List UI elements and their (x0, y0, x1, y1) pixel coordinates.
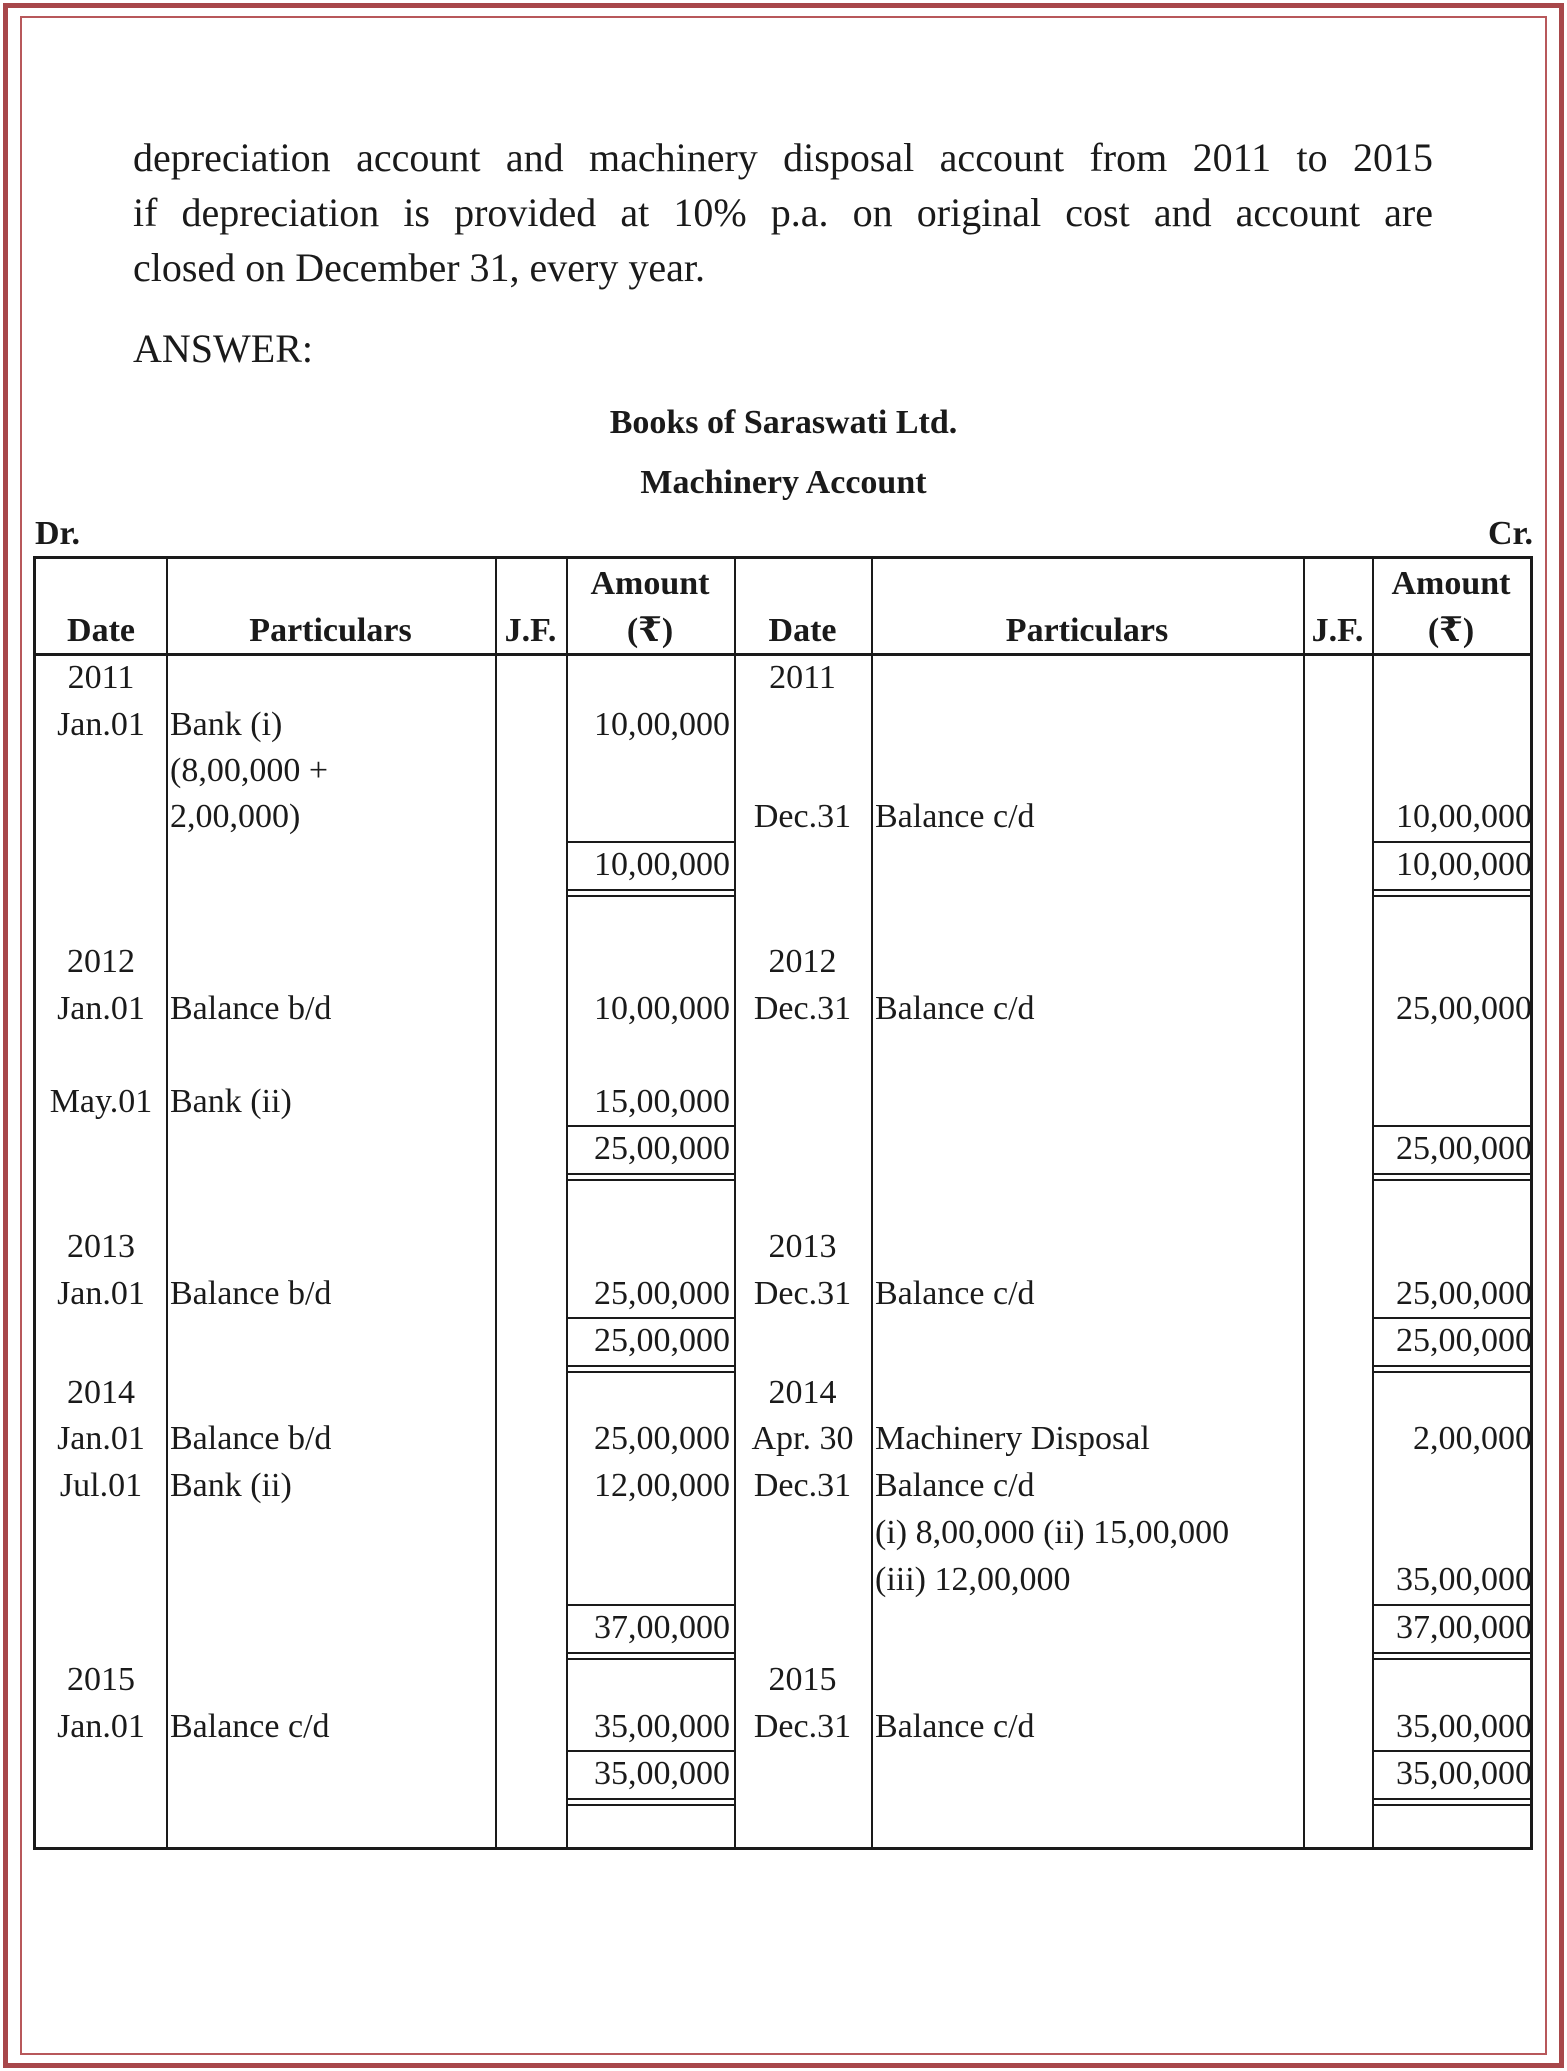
credit-particulars-note: (i) 8,00,000 (ii) 15,00,000 (875, 1514, 1230, 1551)
debit-particulars: Balance b/d (170, 1420, 332, 1457)
debit-particulars: Bank (ii) (170, 1083, 292, 1120)
machinery-ledger (33, 556, 1533, 1850)
answer-label: ANSWER: (133, 326, 313, 371)
header-date-debit: Date (67, 612, 135, 649)
debit-year: 2013 (67, 1228, 135, 1265)
debit-amount: 25,00,000 (594, 1275, 730, 1312)
credit-amount: 35,00,000 (1396, 1561, 1532, 1598)
debit-total: 10,00,000 (594, 846, 730, 883)
debit-double-rule (566, 1798, 734, 1806)
header-amount-debit: Amount (590, 565, 710, 602)
debit-double-rule (566, 889, 734, 897)
debit-label: Dr. (35, 515, 81, 552)
header-currency-credit: (₹) (1427, 612, 1475, 649)
debit-total: 25,00,000 (594, 1322, 730, 1359)
question-line-1: depreciation account and machinery disposal account from 2011 to 2015 (133, 135, 1433, 180)
credit-double-rule (1372, 889, 1530, 897)
column-divider (1303, 559, 1305, 1847)
column-divider (166, 559, 168, 1847)
header-jf-credit: J.F. (1311, 612, 1364, 649)
credit-total: 37,00,000 (1396, 1609, 1532, 1646)
books-title: Books of Saraswati Ltd. (609, 404, 958, 441)
question-line-2: if depreciation is provided at 10% p.a. on original cost and account are (133, 190, 1433, 235)
credit-amount: 2,00,000 (1413, 1420, 1532, 1457)
header-currency-debit: (₹) (626, 612, 674, 649)
debit-particulars-note: 2,00,000) (170, 798, 301, 835)
credit-double-rule (1372, 1798, 1530, 1806)
debit-double-rule (566, 1173, 734, 1181)
credit-date: Dec.31 (753, 1275, 852, 1312)
credit-year: 2012 (768, 943, 837, 980)
credit-double-rule (1372, 1365, 1530, 1373)
header-particulars-credit: Particulars (1005, 612, 1169, 649)
debit-total: 37,00,000 (594, 1609, 730, 1646)
debit-date: Jan.01 (57, 706, 145, 743)
debit-amount: 15,00,000 (594, 1083, 730, 1120)
debit-year: 2014 (67, 1374, 135, 1411)
debit-date: Jan.01 (57, 1420, 145, 1457)
debit-particulars-note: (8,00,000 + (170, 752, 328, 789)
question-line-3: closed on December 31, every year. (133, 245, 705, 290)
header-date-credit: Date (768, 612, 837, 649)
credit-amount: 25,00,000 (1396, 1275, 1532, 1312)
credit-label: Cr. (1487, 515, 1533, 552)
credit-particulars: Balance c/d (875, 1275, 1035, 1312)
credit-particulars: Machinery Disposal (875, 1420, 1150, 1457)
column-divider (871, 559, 873, 1847)
credit-date: Dec.31 (753, 798, 852, 835)
debit-particulars: Balance b/d (170, 1275, 332, 1312)
credit-year: 2015 (768, 1661, 837, 1698)
debit-date: May.01 (49, 1083, 153, 1120)
credit-date: Dec.31 (753, 1467, 852, 1504)
header-jf-debit: J.F. (504, 612, 557, 649)
debit-amount: 10,00,000 (594, 706, 730, 743)
credit-particulars-note: (iii) 12,00,000 (875, 1561, 1071, 1598)
credit-total: 35,00,000 (1396, 1755, 1532, 1792)
debit-amount: 35,00,000 (594, 1708, 730, 1745)
credit-year: 2014 (768, 1374, 837, 1411)
credit-double-rule (1372, 1173, 1530, 1181)
debit-particulars: Bank (ii) (170, 1467, 292, 1504)
credit-particulars: Balance c/d (875, 990, 1035, 1027)
credit-year: 2011 (769, 659, 836, 696)
debit-particulars: Balance b/d (170, 990, 332, 1027)
credit-total: 10,00,000 (1396, 846, 1532, 883)
credit-double-rule (1372, 1652, 1530, 1660)
debit-amount: 12,00,000 (594, 1467, 730, 1504)
credit-amount: 10,00,000 (1396, 798, 1532, 835)
debit-double-rule (566, 1652, 734, 1660)
debit-date: Jan.01 (57, 1708, 145, 1745)
credit-date: Dec.31 (753, 1708, 852, 1745)
credit-particulars: Balance c/d (875, 1708, 1035, 1745)
debit-year: 2012 (67, 943, 135, 980)
debit-double-rule (566, 1365, 734, 1373)
debit-particulars: Balance c/d (170, 1708, 330, 1745)
credit-date: Dec.31 (753, 990, 852, 1027)
credit-total: 25,00,000 (1396, 1322, 1532, 1359)
credit-amount: 35,00,000 (1396, 1708, 1532, 1745)
debit-date: Jan.01 (57, 1275, 145, 1312)
credit-year: 2013 (768, 1228, 837, 1265)
credit-total: 25,00,000 (1396, 1130, 1532, 1167)
account-title: Machinery Account (640, 464, 927, 501)
debit-total: 35,00,000 (594, 1755, 730, 1792)
credit-particulars: Balance c/d (875, 798, 1035, 835)
credit-particulars: Balance c/d (875, 1467, 1035, 1504)
question-text (133, 130, 1433, 295)
debit-year: 2011 (67, 659, 135, 696)
debit-year: 2015 (67, 1661, 135, 1698)
credit-amount: 25,00,000 (1396, 990, 1532, 1027)
debit-amount: 25,00,000 (594, 1420, 730, 1457)
debit-date: Jul.01 (59, 1467, 143, 1504)
debit-total: 25,00,000 (594, 1130, 730, 1167)
debit-amount: 10,00,000 (594, 990, 730, 1027)
credit-date: Apr. 30 (751, 1420, 854, 1457)
header-amount-credit: Amount (1391, 565, 1511, 602)
column-divider (734, 559, 736, 1847)
header-particulars-debit: Particulars (249, 612, 412, 649)
debit-date: Jan.01 (57, 990, 145, 1027)
column-divider (495, 559, 497, 1847)
debit-particulars: Bank (i) (170, 706, 283, 743)
